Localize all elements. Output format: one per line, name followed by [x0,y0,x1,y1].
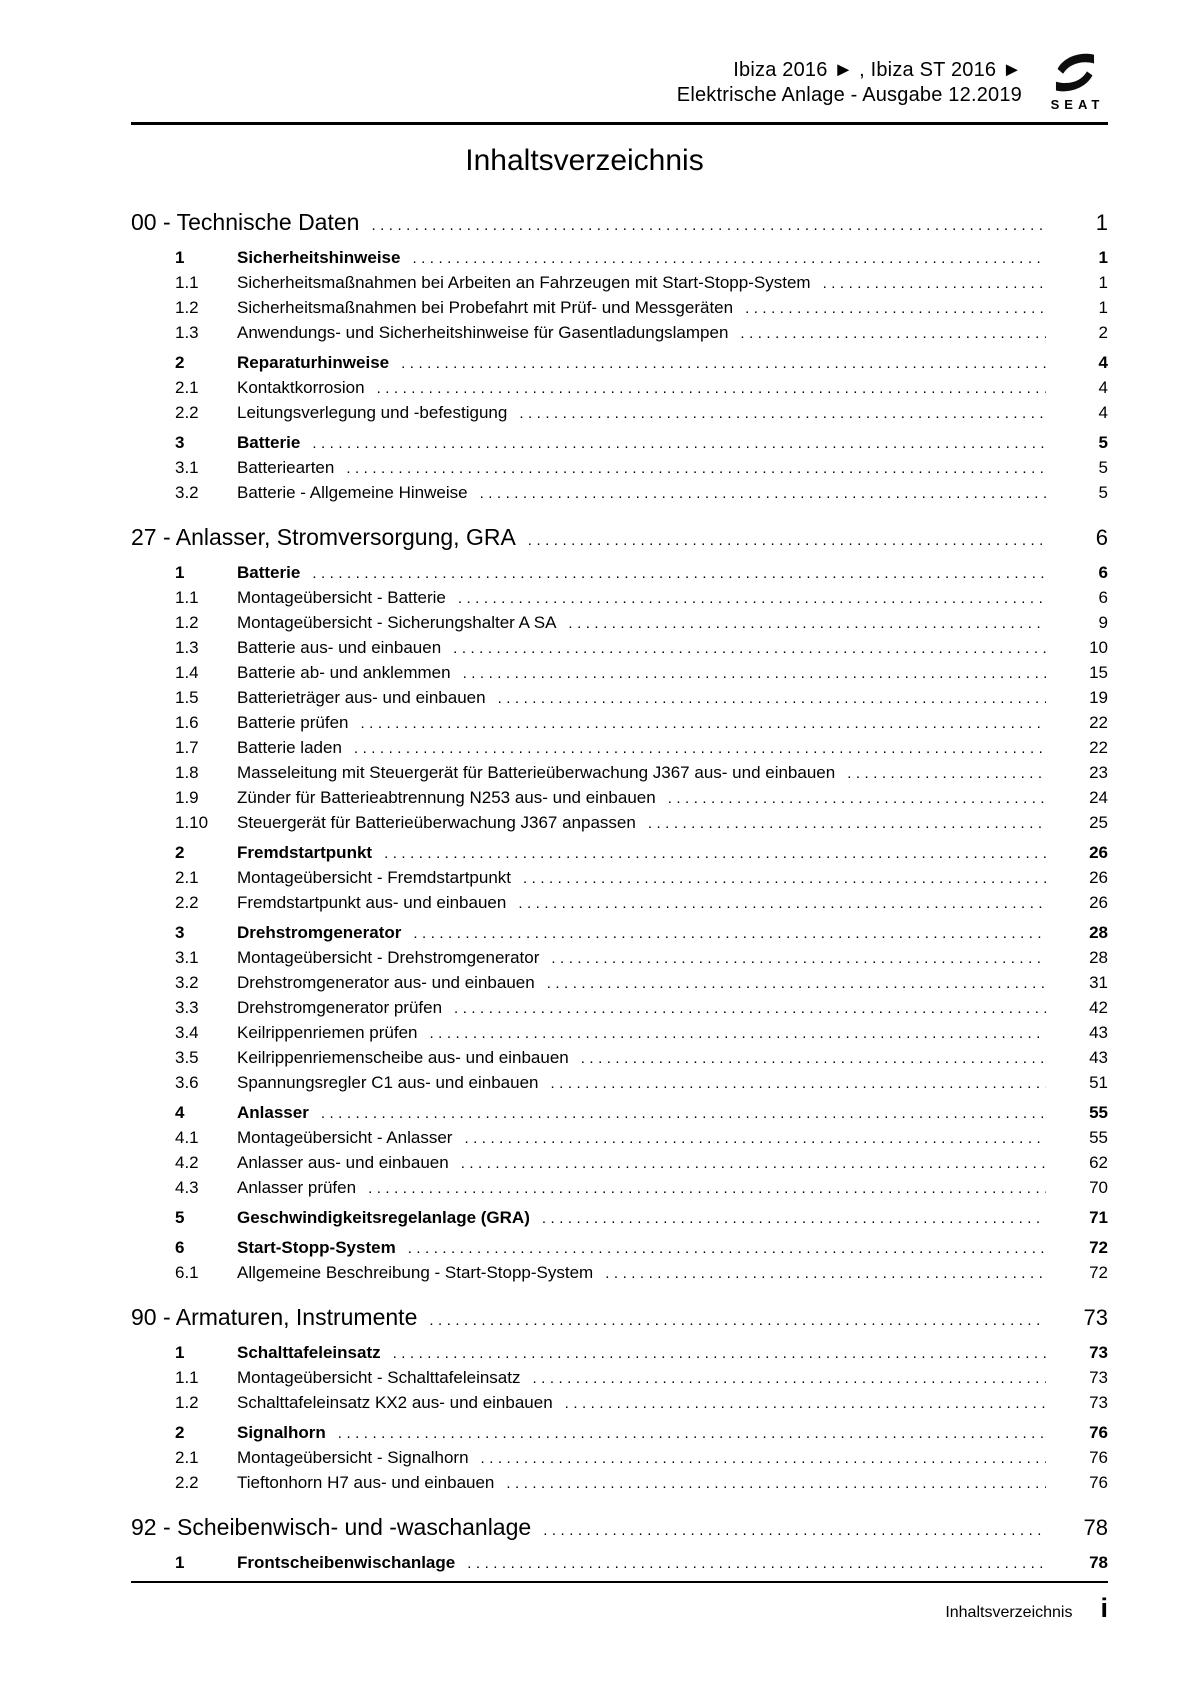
entry-number: 2.2 [175,1473,199,1492]
seat-logo [1042,50,1108,112]
dot-leader [542,1206,1046,1231]
toc-entry-row [131,1421,1108,1446]
toc-entry-row [131,1021,1108,1046]
dot-leader [368,1176,1046,1201]
entry-title: Kontaktkorrosion [237,378,365,397]
dot-leader [321,1101,1046,1126]
entry-page-number: 5 [1098,433,1108,452]
entry-number: 1.5 [175,688,199,707]
toc-chapter-row [131,1302,1108,1336]
chapter-page-number: 1 [1095,210,1108,235]
header-rule [131,122,1108,125]
toc-entry-row [131,431,1108,456]
entry-page-number: 24 [1089,788,1108,807]
entry-title: Drehstromgenerator prüfen [237,998,443,1017]
dot-leader [581,1046,1046,1071]
dot-leader [458,586,1046,611]
toc-entry-row [131,761,1108,786]
dot-leader [668,786,1046,811]
toc-entry-row [131,401,1108,426]
entry-title: Spannungsregler C1 aus- und einbauen [237,1073,539,1092]
entry-number: 3.4 [175,1023,199,1042]
dot-leader [551,946,1046,971]
dot-leader [498,686,1046,711]
entry-number: 4.1 [175,1128,199,1147]
entry-page-number: 73 [1089,1343,1108,1362]
header-model-line: Ibiza 2016 ► , Ibiza ST 2016 ► [733,59,1022,81]
dot-leader [847,761,1046,786]
toc-entry-row [131,271,1108,296]
toc-entry-row [131,711,1108,736]
chapter-page-number: 73 [1083,1305,1108,1330]
entry-title: Drehstromgenerator aus- und einbauen [237,973,535,992]
dot-leader [377,376,1046,401]
entry-title: Batterie prüfen [237,713,349,732]
entry-page-number: 9 [1098,613,1108,632]
entry-title: Allgemeine Beschreibung - Start-Stopp-System [237,1263,594,1282]
toc-entry-row [131,686,1108,711]
toc-entry-row [131,611,1108,636]
entry-number: 1.2 [175,613,199,632]
entry-number: 1.1 [175,588,199,607]
entry-page-number: 43 [1089,1023,1108,1042]
dot-leader [745,296,1046,321]
entry-number: 2 [175,353,185,372]
entry-title: Anlasser [237,1103,309,1122]
entry-title: Montageübersicht - Batterie [237,588,446,607]
toc-entry-row [131,351,1108,376]
entry-title: Masseleitung mit Steuergerät für Batterieüberwachung J367 aus- und einbauen [237,763,836,782]
entry-number: 1 [175,1343,185,1362]
toc-entry-row [131,1236,1108,1261]
entry-number: 1.4 [175,663,199,682]
toc-entry-row [131,456,1108,481]
toc-chapter-row [131,1512,1108,1546]
chapter-page-number: 6 [1095,525,1108,550]
entry-number: 1.7 [175,738,199,757]
entry-number: 3.2 [175,973,199,992]
entry-number: 6.1 [175,1263,199,1282]
entry-page-number: 25 [1089,813,1108,832]
entry-title: Steuergerät für Batterieüberwachung J367 anpassen [237,813,636,832]
entry-number: 3.1 [175,458,199,477]
entry-title: Batterieträger aus- und einbauen [237,688,486,707]
entry-page-number: 26 [1089,893,1108,912]
dot-leader [401,351,1046,376]
entry-page-number: 55 [1089,1103,1108,1122]
dot-leader [346,456,1046,481]
entry-page-number: 76 [1089,1423,1108,1442]
entry-page-number: 19 [1089,688,1108,707]
entry-number: 1.3 [175,323,199,342]
entry-page-number: 73 [1089,1393,1108,1412]
toc-chapter-row [131,207,1108,241]
toc-entry-row [131,376,1108,401]
entry-number: 1.6 [175,713,199,732]
dot-leader [568,611,1046,636]
dot-leader [430,1021,1047,1046]
entry-number: 3 [175,923,185,942]
toc-entry-row [131,1341,1108,1366]
chapter-label: 92 - Scheibenwisch- und -waschanlage [131,1514,532,1540]
entry-number: 2.2 [175,403,199,422]
entry-title: Batteriearten [237,458,335,477]
dot-leader [338,1421,1046,1446]
entry-title: Montageübersicht - Anlasser [237,1128,453,1147]
dot-leader [393,1341,1046,1366]
entry-number: 3.5 [175,1048,199,1067]
entry-page-number: 62 [1089,1153,1108,1172]
toc-entry-row [131,866,1108,891]
entry-page-number: 15 [1089,663,1108,682]
entry-title: Sicherheitsmaßnahmen bei Arbeiten an Fahrzeugen mit Start-Stopp-System [237,273,811,292]
toc-entry-row [131,246,1108,271]
chapter-label: 00 - Technische Daten [131,209,360,235]
toc-entry-row [131,786,1108,811]
dot-leader [453,636,1046,661]
dot-leader [547,971,1046,996]
toc-entry-row [131,841,1108,866]
dot-leader [605,1261,1046,1286]
toc-entry-row [131,1391,1108,1416]
entry-number: 2.1 [175,378,199,397]
entry-number: 1 [175,1553,185,1572]
entry-title: Sicherheitsmaßnahmen bei Probefahrt mit Prüf- und Messgeräten [237,298,734,317]
entry-title: Keilrippenriemenscheibe aus- und einbauen [237,1048,569,1067]
entry-number: 1 [175,563,185,582]
toc-entry-row [131,921,1108,946]
entry-number: 1.9 [175,788,199,807]
entry-page-number: 2 [1098,323,1108,342]
toc-entry-row [131,586,1108,611]
dot-leader [518,891,1046,916]
entry-page-number: 72 [1089,1238,1108,1257]
entry-number: 3 [175,433,185,452]
entry-page-number: 22 [1089,713,1108,732]
entry-number: 2.1 [175,868,199,887]
entry-page-number: 42 [1089,998,1108,1017]
entry-number: 4 [175,1103,185,1122]
dot-leader [384,841,1046,866]
footer-line [131,1595,1108,1622]
entry-page-number: 4 [1098,378,1108,397]
entry-page-number: 26 [1089,868,1108,887]
entry-page-number: 31 [1089,973,1108,992]
dot-leader [528,522,1046,556]
footer-label: Inhaltsverzeichnis [945,1604,1073,1621]
entry-title: Batterie aus- und einbauen [237,638,442,657]
entry-title: Tieftonhorn H7 aus- und einbauen [237,1473,495,1492]
dot-leader [429,1302,1046,1336]
entry-page-number: 23 [1089,763,1108,782]
entry-number: 6 [175,1238,185,1257]
entry-number: 1.1 [175,273,199,292]
entry-number: 3.2 [175,483,199,502]
entry-title: Start-Stopp-System [237,1238,396,1257]
entry-number: 2 [175,843,185,862]
entry-page-number: 71 [1089,1208,1108,1227]
entry-page-number: 4 [1098,353,1108,372]
table-of-contents [131,207,1108,1576]
toc-entry-row [131,1366,1108,1391]
entry-title: Reparaturhinweise [237,353,390,372]
entry-title: Drehstromgenerator [237,923,402,942]
dot-leader [463,661,1046,686]
dot-leader [361,711,1046,736]
entry-title: Schalttafeleinsatz [237,1343,381,1362]
toc-entry-row [131,1446,1108,1471]
dot-leader [413,921,1046,946]
entry-page-number: 1 [1098,248,1108,267]
entry-page-number: 6 [1098,563,1108,582]
entry-number: 3.6 [175,1073,199,1092]
entry-title: Fremdstartpunkt aus- und einbauen [237,893,507,912]
toc-chapter-row [131,522,1108,556]
entry-title: Anlasser aus- und einbauen [237,1153,449,1172]
toc-entry-row [131,636,1108,661]
toc-entry-row [131,321,1108,346]
entry-page-number: 70 [1089,1178,1108,1197]
entry-page-number: 28 [1089,948,1108,967]
toc-entry-row [131,736,1108,761]
entry-number: 1 [175,248,185,267]
entry-number: 1.2 [175,1393,199,1412]
entry-number: 5 [175,1208,185,1227]
toc-entry-row [131,996,1108,1021]
dot-leader [533,1366,1047,1391]
entry-page-number: 5 [1098,458,1108,477]
toc-entry-row [131,1206,1108,1231]
entry-title: Keilrippenriemen prüfen [237,1023,418,1042]
entry-number: 1.3 [175,638,199,657]
entry-number: 3.1 [175,948,199,967]
entry-title: Anlasser prüfen [237,1178,357,1197]
entry-title: Montageübersicht - Fremdstartpunkt [237,868,512,887]
dot-leader [519,401,1046,426]
footer-rule [131,1581,1108,1583]
entry-title: Fremdstartpunkt [237,843,373,862]
dot-leader [467,1551,1046,1576]
toc-entry-row [131,1471,1108,1496]
entry-page-number: 6 [1098,588,1108,607]
entry-number: 2.1 [175,1448,199,1467]
header-text-block [677,58,1022,108]
dot-leader [523,866,1046,891]
entry-title: Frontscheibenwischanlage [237,1553,456,1572]
entry-title: Montageübersicht - Schalttafeleinsatz [237,1368,521,1387]
dot-leader [354,736,1046,761]
entry-title: Zünder für Batterieabtrennung N253 aus- und einbauen [237,788,656,807]
toc-entry-row [131,971,1108,996]
entry-page-number: 4 [1098,403,1108,422]
entry-title: Signalhorn [237,1423,326,1442]
entry-page-number: 43 [1089,1048,1108,1067]
entry-title: Montageübersicht - Sicherungshalter A SA [237,613,557,632]
dot-leader [412,246,1046,271]
toc-entry-row [131,561,1108,586]
entry-title: Montageübersicht - Drehstromgenerator [237,948,540,967]
toc-entry-row [131,481,1108,506]
seat-s-icon [1042,50,1108,96]
entry-number: 1.8 [175,763,199,782]
entry-title: Leitungsverlegung und -befestigung [237,403,508,422]
entry-page-number: 22 [1089,738,1108,757]
toc-entry-row [131,1126,1108,1151]
toc-entry-row [131,811,1108,836]
dot-leader [565,1391,1046,1416]
toc-entry-row [131,1261,1108,1286]
entry-number: 2 [175,1423,185,1442]
entry-page-number: 51 [1089,1073,1108,1092]
toc-entry-row [131,1071,1108,1096]
toc-entry-row [131,1151,1108,1176]
dot-leader [312,431,1046,456]
entry-number: 1.1 [175,1368,199,1387]
chapter-label: 27 - Anlasser, Stromversorgung, GRA [131,524,516,550]
entry-page-number: 55 [1089,1128,1108,1147]
entry-number: 4.3 [175,1178,199,1197]
entry-title: Batterie - Allgemeine Hinweise [237,483,468,502]
chapter-page-number: 78 [1083,1515,1108,1540]
chapter-label: 90 - Armaturen, Instrumente [131,1304,418,1330]
entry-title: Schalttafeleinsatz KX2 aus- und einbauen [237,1393,553,1412]
dot-leader [454,996,1046,1021]
entry-number: 4.2 [175,1153,199,1172]
dot-leader [551,1071,1046,1096]
entry-number: 2.2 [175,893,199,912]
toc-entry-row [131,1176,1108,1201]
entry-page-number: 76 [1089,1448,1108,1467]
entry-page-number: 1 [1098,273,1108,292]
entry-page-number: 73 [1089,1368,1108,1387]
dot-leader [461,1151,1046,1176]
entry-number: 1.10 [175,813,209,832]
entry-page-number: 26 [1089,843,1108,862]
dot-leader [371,207,1046,241]
entry-title: Batterie ab- und anklemmen [237,663,451,682]
entry-page-number: 78 [1089,1553,1108,1572]
entry-title: Batterie laden [237,738,342,757]
entry-page-number: 28 [1089,923,1108,942]
entry-title: Montageübersicht - Signalhorn [237,1448,469,1467]
dot-leader [823,271,1046,296]
dot-leader [480,481,1046,506]
dot-leader [648,811,1046,836]
entry-title: Batterie [237,563,301,582]
dot-leader [312,561,1046,586]
entry-page-number: 72 [1089,1263,1108,1282]
dot-leader [464,1126,1046,1151]
toc-entry-row [131,661,1108,686]
entry-title: Batterie [237,433,301,452]
entry-page-number: 5 [1098,483,1108,502]
toc-entry-row [131,1551,1108,1576]
entry-title: Sicherheitshinweise [237,248,401,267]
page-header [131,0,1108,112]
header-edition-line: Elektrische Anlage - Ausgabe 12.2019 [676,84,1022,106]
toc-entry-row [131,891,1108,916]
dot-leader [408,1236,1046,1261]
dot-leader [506,1471,1046,1496]
toc-entry-row [131,1046,1108,1071]
entry-number: 3.3 [175,998,199,1017]
page-footer [131,1581,1108,1622]
entry-page-number: 1 [1098,298,1108,317]
toc-entry-row [131,296,1108,321]
footer-page-number: i [1100,1593,1108,1623]
entry-title: Anwendungs- und Sicherheitshinweise für Gasentladungslampen [237,323,729,342]
toc-entry-row [131,1101,1108,1126]
entry-page-number: 76 [1089,1473,1108,1492]
dot-leader [543,1512,1046,1546]
dot-leader [481,1446,1046,1471]
seat-logo-text: SEAT [1050,97,1105,112]
entry-title: Geschwindigkeitsregelanlage (GRA) [237,1208,530,1227]
toc-entry-row [131,946,1108,971]
entry-number: 1.2 [175,298,199,317]
page-title: Inhaltsverzeichnis [465,144,704,177]
entry-page-number: 10 [1089,638,1108,657]
dot-leader [740,321,1046,346]
